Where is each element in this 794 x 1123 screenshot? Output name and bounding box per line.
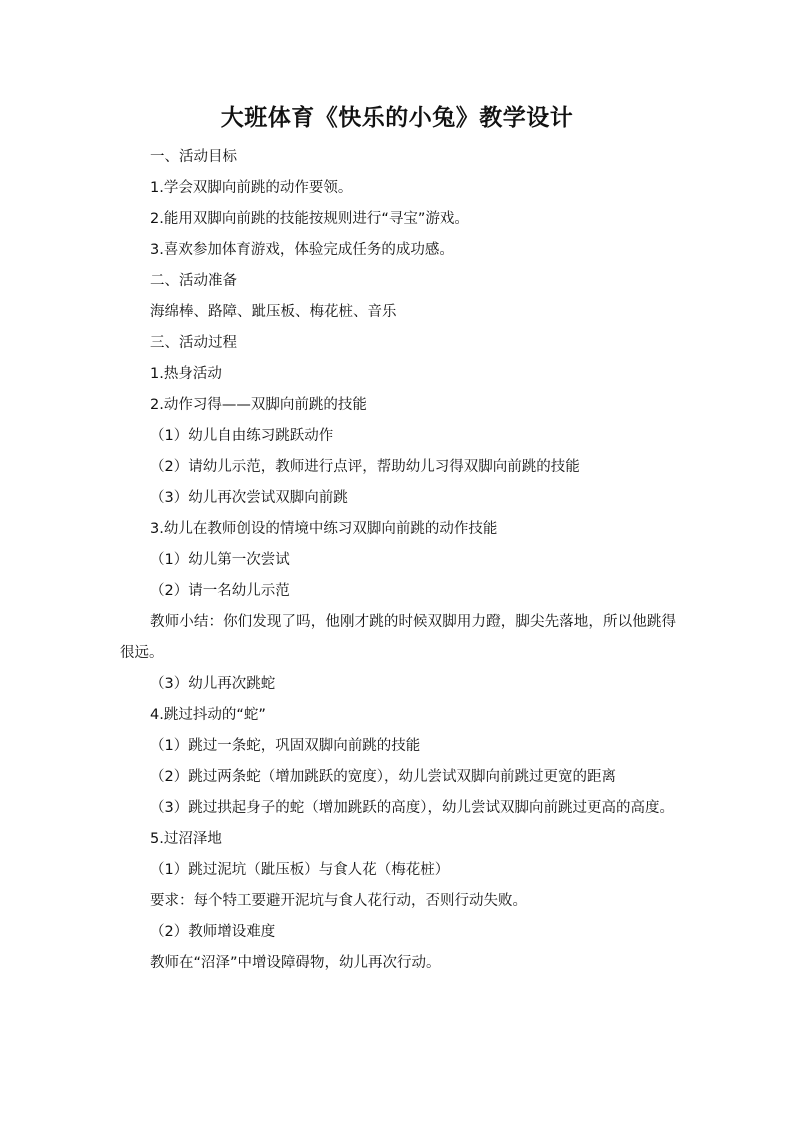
paragraph-line: （2）请幼儿示范，教师进行点评，帮助幼儿习得双脚向前跳的技能	[150, 459, 580, 475]
paragraph-line: （3）幼儿再次跳蛇	[150, 676, 276, 692]
document-title: 大班体育《快乐的小兔》教学设计	[220, 105, 574, 131]
paragraph-line: （2）请一名幼儿示范	[150, 583, 290, 599]
paragraph-line: 3.喜欢参加体育游戏，体验完成任务的成功感。	[150, 242, 454, 258]
paragraph-line: （1）幼儿自由练习跳跃动作	[150, 428, 334, 444]
paragraph-line: 3.幼儿在教师创设的情境中练习双脚向前跳的动作技能	[150, 521, 498, 537]
paragraph-line: 2.能用双脚向前跳的技能按规则进行“寻宝”游戏。	[150, 211, 469, 227]
paragraph-line: （1）跳过一条蛇，巩固双脚向前跳的技能	[150, 738, 421, 754]
paragraph-line: （1）幼儿第一次尝试	[150, 552, 290, 568]
paragraph-line: 要求：每个特工要避开泥坑与食人花行动，否则行动失败。	[150, 893, 527, 909]
paragraph-line: （2）教师增设难度	[150, 924, 276, 940]
section-heading: 一、活动目标	[150, 149, 237, 165]
paragraph-line: 5.过沼泽地	[150, 831, 222, 847]
paragraph-line: 2.动作习得——双脚向前跳的技能	[150, 397, 367, 413]
paragraph-wrapped: （3）跳过拱起身子的蛇（增加跳跃的高度），幼儿尝试双脚向前跳过更高的高度。	[150, 800, 674, 816]
paragraph-wrapped: 教师小结：你们发现了吗，他刚才跳的时候双脚用力蹬，脚尖先落地，所以他跳得很远。	[120, 614, 676, 661]
section-heading: 三、活动过程	[150, 335, 237, 351]
paragraph-line: （1）跳过泥坑（跐压板）与食人花（梅花桩）	[150, 862, 450, 878]
paragraph-line: （3）幼儿再次尝试双脚向前跳	[150, 490, 348, 506]
paragraph-line: （2）跳过两条蛇（增加跳跃的宽度），幼儿尝试双脚向前跳过更宽的距离	[150, 769, 616, 785]
paragraph-line: 4.跳过抖动的“蛇”	[150, 707, 266, 723]
document-body	[120, 142, 676, 979]
paragraph-line: 海绵棒、路障、跐压板、梅花桩、音乐	[150, 304, 397, 320]
paragraph-line: 教师在“沼泽”中增设障碍物，幼儿再次行动。	[150, 955, 441, 971]
section-heading: 二、活动准备	[150, 273, 237, 289]
paragraph-line: 1.热身活动	[150, 366, 222, 382]
paragraph-line: 1.学会双脚向前跳的动作要领。	[150, 180, 353, 196]
